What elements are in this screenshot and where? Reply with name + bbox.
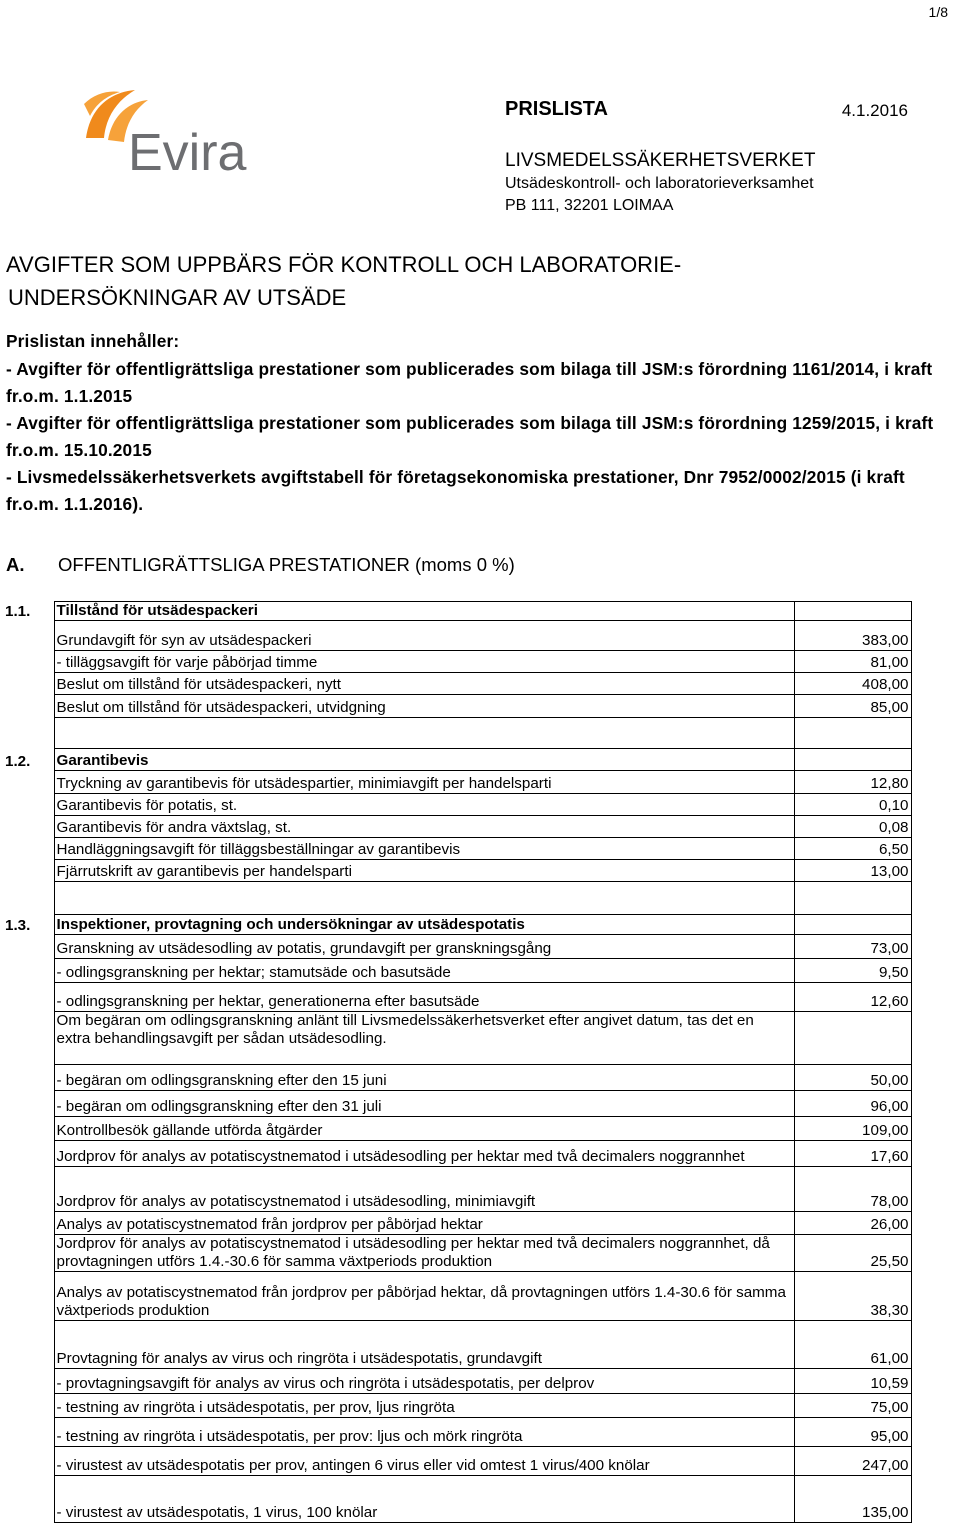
fee-row-spacer — [3, 1141, 54, 1167]
fee-description: - testning av ringröta i utsädespotatis, per prov: ljus och mörk ringröta — [54, 1418, 794, 1447]
fee-description: Beslut om tillstånd för utsädespackeri, utvidgning — [54, 695, 794, 718]
fee-row-spacer — [3, 673, 54, 695]
fee-row — [3, 1167, 911, 1212]
section-header-row — [3, 915, 911, 935]
fee-row-spacer — [3, 959, 54, 983]
fee-row — [3, 1272, 911, 1321]
fee-amount: 135,00 — [794, 1476, 911, 1523]
fee-amount: 383,00 — [794, 621, 911, 651]
fee-description: Analys av potatiscystnematod från jordprov per påbörjad hektar — [54, 1212, 794, 1235]
fee-row-spacer — [3, 1321, 54, 1369]
fee-row-spacer — [3, 935, 54, 959]
logo-wordmark: Evira — [128, 124, 247, 176]
fee-row — [3, 935, 911, 959]
fee-amount: 6,50 — [794, 838, 911, 860]
section-title-value — [794, 915, 911, 935]
section-a-heading — [6, 554, 515, 576]
gap-cell — [794, 718, 911, 749]
organization-name: LIVSMEDELSSÄKERHETSVERKET — [505, 150, 816, 171]
fee-description: Om begäran om odlingsgranskning anlänt till Livsmedelssäkerhetsverket efter angivet datum, tas det en extra behandlingsavgift per sådan utsädesodling. — [54, 1012, 794, 1065]
fee-amount — [794, 1012, 911, 1065]
fee-amount: 96,00 — [794, 1091, 911, 1117]
fee-amount: 25,50 — [794, 1235, 911, 1272]
fee-description: - odlingsgranskning per hektar; stamutsäde och basutsäde — [54, 959, 794, 983]
fee-row-spacer — [3, 1476, 54, 1523]
fee-row — [3, 1141, 911, 1167]
fee-row-spacer — [3, 1117, 54, 1141]
gap-cell — [794, 882, 911, 915]
fee-row — [3, 794, 911, 816]
fee-amount: 12,60 — [794, 983, 911, 1012]
fee-description: - virustest av utsädespotatis per prov, antingen 6 virus eller vid omtest 1 virus/400 knölar — [54, 1447, 794, 1476]
contents-intro: Prislistan innehåller: — [6, 331, 180, 351]
fee-row-spacer — [3, 1394, 54, 1418]
contents-list — [6, 328, 941, 518]
fee-description: Garantibevis för andra växtslag, st. — [54, 816, 794, 838]
fee-row — [3, 1418, 911, 1447]
fee-description: - begäran om odlingsgranskning efter den 31 juli — [54, 1091, 794, 1117]
section-title-value — [794, 602, 911, 621]
fee-description: Grundavgift för syn av utsädespackeri — [54, 621, 794, 651]
organization-unit: Utsädeskontroll- och laboratorieverksamhet — [505, 175, 814, 192]
fee-amount: 247,00 — [794, 1447, 911, 1476]
fee-amount: 9,50 — [794, 959, 911, 983]
fee-row-spacer — [3, 1065, 54, 1091]
document-date: 4.1.2016 — [841, 101, 908, 120]
fee-row — [3, 838, 911, 860]
fee-description: Tryckning av garantibevis för utsädespartier, minimiavgift per handelsparti — [54, 771, 794, 794]
fee-row — [3, 860, 911, 882]
fee-row — [3, 1012, 911, 1065]
gap-cell — [54, 718, 794, 749]
section-title: Tillstånd för utsädespackeri — [54, 602, 794, 621]
fee-row-spacer — [3, 860, 54, 882]
fee-row — [3, 1091, 911, 1117]
fee-amount: 0,08 — [794, 816, 911, 838]
section-number: 1.3. — [5, 916, 31, 934]
fee-row — [3, 1117, 911, 1141]
fee-description: Kontrollbesök gällande utförda åtgärder — [54, 1117, 794, 1141]
fee-row-spacer — [3, 983, 54, 1012]
fee-row-spacer — [3, 1012, 54, 1065]
fee-amount: 10,59 — [794, 1369, 911, 1394]
fee-description: Provtagning för analys av virus och ringröta i utsädespotatis, grundavgift — [54, 1321, 794, 1369]
contents-item: - Livsmedelssäkerhetsverkets avgiftstabell för företagsekonomiska prestationer, Dnr 7952/0002/2015 (i kraft fr.o.m. 1.1.2016). — [6, 467, 905, 514]
fee-amount: 13,00 — [794, 860, 911, 882]
fee-amount: 85,00 — [794, 695, 911, 718]
section-number: 1.1. — [5, 602, 31, 620]
fee-row — [3, 673, 911, 695]
section-title-value — [794, 749, 911, 771]
fee-row — [3, 816, 911, 838]
fee-description: Jordprov för analys av potatiscystnematod i utsädesodling per hektar med två decimalers noggrannhet, då provtagningen utförs 1.4.-30.6 för samma växtperiods produktion — [54, 1235, 794, 1272]
fee-amount: 95,00 — [794, 1418, 911, 1447]
fee-row — [3, 651, 911, 673]
fee-amount: 78,00 — [794, 1167, 911, 1212]
fee-description: - testning av ringröta i utsädespotatis, per prov, ljus ringröta — [54, 1394, 794, 1418]
fee-row-spacer — [3, 838, 54, 860]
fee-row — [3, 1212, 911, 1235]
fee-row — [3, 1065, 911, 1091]
organization-address: PB 111, 32201 LOIMAA — [505, 197, 674, 214]
fee-row — [3, 621, 911, 651]
section-header-row — [3, 602, 911, 621]
fee-row-spacer — [3, 695, 54, 718]
fee-amount: 75,00 — [794, 1394, 911, 1418]
contents-item: - Avgifter för offentligrättsliga prestationer som publicerades som bilaga till JSM:s förordning 1259/2015, i kraft fr.o.m. 15.10.2015 — [6, 413, 934, 460]
fee-row-spacer — [3, 794, 54, 816]
main-title-line1: AVGIFTER SOM UPPBÄRS FÖR KONTROLL OCH LABORATORIE- — [6, 252, 682, 277]
fee-description: Handläggningsavgift för tilläggsbeställningar av garantibevis — [54, 838, 794, 860]
section-title: Garantibevis — [54, 749, 794, 771]
fee-amount: 50,00 — [794, 1065, 911, 1091]
document-title: PRISLISTA — [505, 98, 608, 120]
section-gap-row — [3, 882, 911, 915]
fee-row — [3, 959, 911, 983]
fee-amount: 61,00 — [794, 1321, 911, 1369]
section-title: Inspektioner, provtagning och undersökningar av utsädespotatis — [54, 915, 794, 935]
fee-row — [3, 1321, 911, 1369]
fee-amount: 408,00 — [794, 673, 911, 695]
section-number: 1.2. — [5, 752, 31, 770]
gap-cell — [3, 882, 54, 915]
fee-description: - virustest av utsädespotatis, 1 virus, 100 knölar — [54, 1476, 794, 1523]
fee-row — [3, 1235, 911, 1272]
fee-row-spacer — [3, 1369, 54, 1394]
section-a-letter: A. — [6, 554, 25, 575]
fee-description: - odlingsgranskning per hektar, generationerna efter basutsäde — [54, 983, 794, 1012]
section-header-row — [3, 749, 911, 771]
fee-description: Fjärrutskrift av garantibevis per handelsparti — [54, 860, 794, 882]
fee-description: Jordprov för analys av potatiscystnematod i utsädesodling per hektar med två decimalers noggrannhet — [54, 1141, 794, 1167]
page-number: 1/8 — [928, 4, 948, 20]
fee-row — [3, 1394, 911, 1418]
fee-row-spacer — [3, 1091, 54, 1117]
fee-row — [3, 1476, 911, 1523]
contents-item: - Avgifter för offentligrättsliga prestationer som publicerades som bilaga till JSM:s förordning 1161/2014, i kraft fr.o.m. 1.1.2015 — [6, 359, 933, 406]
fee-row-spacer — [3, 816, 54, 838]
fee-row — [3, 1369, 911, 1394]
fee-description: Beslut om tillstånd för utsädespackeri, nytt — [54, 673, 794, 695]
fee-amount: 0,10 — [794, 794, 911, 816]
fee-row — [3, 1447, 911, 1476]
fee-amount: 81,00 — [794, 651, 911, 673]
fee-row-spacer — [3, 651, 54, 673]
gap-cell — [3, 718, 54, 749]
fee-row — [3, 983, 911, 1012]
section-gap-row — [3, 718, 911, 749]
main-title — [6, 248, 681, 314]
fee-description: - provtagningsavgift för analys av virus och ringröta i utsädespotatis, per delprov — [54, 1369, 794, 1394]
main-title-line2: UNDERSÖKNINGAR AV UTSÄDE — [8, 285, 347, 310]
fee-description: Analys av potatiscystnematod från jordprov per påbörjad hektar, då provtagningen utförs 1.4-30.6 för samma växtperiods produktion — [54, 1272, 794, 1321]
fee-row-spacer — [3, 621, 54, 651]
fee-table — [3, 601, 912, 1523]
fee-description: - begäran om odlingsgranskning efter den 15 juni — [54, 1065, 794, 1091]
fee-amount: 38,30 — [794, 1272, 911, 1321]
fee-row-spacer — [3, 1272, 54, 1321]
section-a-title: OFFENTLIGRÄTTSLIGA PRESTATIONER (moms 0 %) — [58, 554, 515, 575]
fee-row-spacer — [3, 1418, 54, 1447]
fee-amount: 73,00 — [794, 935, 911, 959]
fee-description: Jordprov för analys av potatiscystnematod i utsädesodling, minimiavgift — [54, 1167, 794, 1212]
fee-amount: 12,80 — [794, 771, 911, 794]
fee-amount: 26,00 — [794, 1212, 911, 1235]
fee-description: Garantibevis för potatis, st. — [54, 794, 794, 816]
fee-row-spacer — [3, 1447, 54, 1476]
fee-row-spacer — [3, 1235, 54, 1272]
fee-row — [3, 695, 911, 718]
fee-description: - tilläggsavgift för varje påbörjad timme — [54, 651, 794, 673]
fee-row-spacer — [3, 771, 54, 794]
fee-row-spacer — [3, 1212, 54, 1235]
gap-cell — [54, 882, 794, 915]
fee-amount: 109,00 — [794, 1117, 911, 1141]
fee-description: Granskning av utsädesodling av potatis, grundavgift per granskningsgång — [54, 935, 794, 959]
evira-logo-icon — [80, 86, 272, 176]
fee-amount: 17,60 — [794, 1141, 911, 1167]
fee-row — [3, 771, 911, 794]
fee-row-spacer — [3, 1167, 54, 1212]
